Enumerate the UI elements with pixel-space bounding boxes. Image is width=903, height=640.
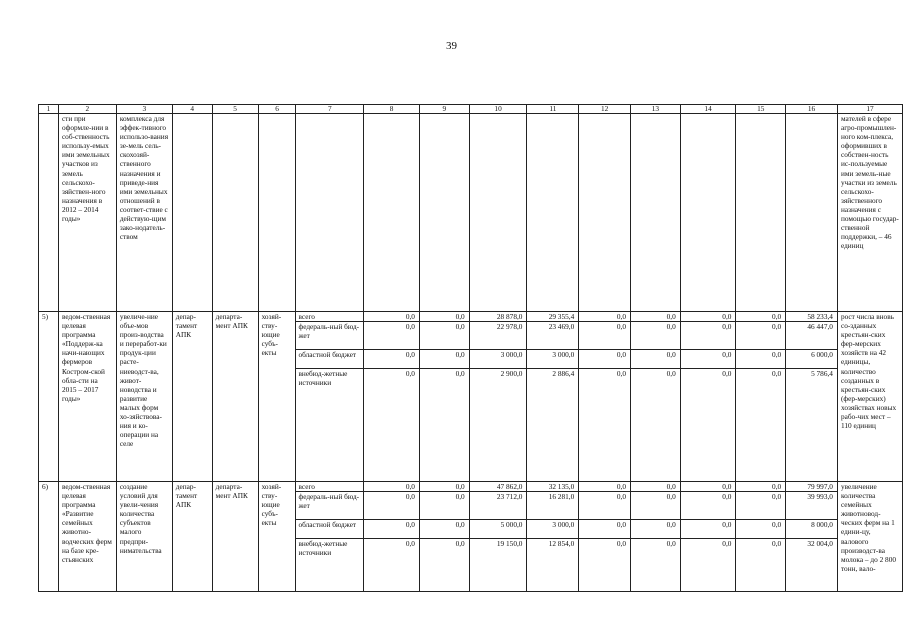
column-number-row	[39, 105, 903, 114]
fund-label: внебюд-жетные источники	[298, 369, 348, 388]
funding-source-cell	[296, 312, 364, 482]
values-col8: 0,0 0,0 0,0 0,0	[364, 482, 420, 592]
col-header: 13	[630, 105, 680, 114]
fund-label: областной бюджет	[296, 350, 363, 369]
goal-cell: комплекса для эффек-тивного использо-вания зе-мель сель-скохозяй-ственного назначения и приведе-ния ими земельных отношений в соответ-ствие с действую-щим зако-нодатель-ством	[116, 114, 172, 312]
values-col12: 0,0 0,0 0,0 0,0	[579, 482, 631, 592]
col-header: 1	[39, 105, 59, 114]
values-col11: 32 135,0 16 281,0 3 000,0 12 854,0	[527, 482, 579, 592]
col-header: 4	[172, 105, 212, 114]
table-row	[39, 312, 903, 482]
values-col10: 47 862,0 23 712,0 5 000,0 19 150,0	[469, 482, 527, 592]
goal-cell: увеличе-ние объе-мов произ-водства и переработ-ки продук-ции расте-ниеводст-ва, живот-новодства и развитие малых форм хо-зяйствова-ния и ко-операции на селе	[116, 312, 172, 482]
values-col15: 0,0 0,0 0,0 0,0	[736, 482, 786, 592]
values-col12: 0,0 0,0 0,0 0,0	[579, 312, 631, 482]
values-col14: 0,0 0,0 0,0 0,0	[680, 312, 736, 482]
values-col9: 0,0 0,0 0,0 0,0	[419, 312, 469, 482]
program-name-cell: ведом-ственная целевая программа «Развитие семейных животно-водческих ферм на базе кре-стьянских	[58, 482, 116, 592]
result-cell: мателей в сфере агро-промышлен-ного ком-плекса, оформивших в собствен-ность ис-пользуемые ими земель-ные участки из земель сельскохо-зяйственного назначения с помощью государ-ственной поддержки, – 46 единиц	[837, 114, 902, 312]
program-name-cell: ведом-ственная целевая программа «Поддерж-ка начи-нающих фермеров Костром-ской обла-сти на 2015 – 2017 годы»	[58, 312, 116, 482]
col-header: 7	[296, 105, 364, 114]
col-header: 9	[419, 105, 469, 114]
values-col9: 0,0 0,0 0,0 0,0	[419, 482, 469, 592]
fund-label: всего	[296, 312, 363, 322]
table-row	[39, 482, 903, 592]
col-header: 16	[786, 105, 838, 114]
col-header: 15	[736, 105, 786, 114]
values-col13: 0,0 0,0 0,0 0,0	[630, 312, 680, 482]
participant-cell: хозяй-ству-ющие субъ-екты	[258, 482, 296, 592]
row-number: 5)	[39, 312, 59, 482]
col-header: 6	[258, 105, 296, 114]
program-table	[38, 104, 903, 592]
fund-label: федераль-ный бюд-жет	[296, 322, 363, 350]
coexecutor-cell: департа-мент АПК	[212, 482, 258, 592]
col-header: 2	[58, 105, 116, 114]
participant-cell: хозяй-ству-ющие субъ-екты	[258, 312, 296, 482]
col-header: 11	[527, 105, 579, 114]
page-number: 39	[446, 40, 457, 52]
program-name-cell: сти при оформле-нии в соб-ственность использу-емых ими земельных участков из земель сельскохо-зяйствен-ного назначения в 2012 – 2014 годы»	[58, 114, 116, 312]
values-col10: 28 878,0 22 978,0 3 000,0 2 900,0	[469, 312, 527, 482]
fund-label: всего	[296, 482, 363, 492]
values-col8: 0,0 0,0 0,0 0,0	[364, 312, 420, 482]
funding-source-cell	[296, 482, 364, 592]
col-header: 10	[469, 105, 527, 114]
col-header: 8	[364, 105, 420, 114]
result-cell: рост числа вновь со-зданных крестьян-ских фер-мерских хозяйств на 42 единицы, количество созданных в крестьян-ских (фер-мерских) хозяйствах новых рабо-чих мест – 110 единиц	[837, 312, 902, 482]
executor-cell: депар-тамент АПК	[172, 482, 212, 592]
values-col15: 0,0 0,0 0,0 0,0	[736, 312, 786, 482]
values-col13: 0,0 0,0 0,0 0,0	[630, 482, 680, 592]
col-header: 12	[579, 105, 631, 114]
fund-label: федераль-ный бюд-жет	[296, 492, 363, 520]
continuation-row	[39, 114, 903, 312]
col-header: 5	[212, 105, 258, 114]
fund-label: областной бюджет	[296, 520, 363, 539]
executor-cell: депар-тамент АПК	[172, 312, 212, 482]
goal-cell: создание условий для увели-чения количества субъектов малого предпри-нимательства	[116, 482, 172, 592]
values-col16: 58 233,4 46 447,0 6 000,0 5 786,4	[786, 312, 838, 482]
result-cell: увеличение количества семейных животновод-ческих ферм на 1 едини-цу, валового производст-ва молока – до 2 800 тонн, вало-	[837, 482, 902, 592]
col-header: 3	[116, 105, 172, 114]
values-col16: 79 997,0 39 993,0 8 000,0 32 004,0	[786, 482, 838, 592]
values-col14: 0,0 0,0 0,0 0,0	[680, 482, 736, 592]
coexecutor-cell: департа-мент АПК	[212, 312, 258, 482]
values-col11: 29 355,4 23 469,0 3 000,0 2 886,4	[527, 312, 579, 482]
col-header: 14	[680, 105, 736, 114]
fund-label: внебюд-жетные источники	[298, 539, 348, 558]
col-header: 17	[837, 105, 902, 114]
row-number: 6)	[39, 482, 59, 592]
